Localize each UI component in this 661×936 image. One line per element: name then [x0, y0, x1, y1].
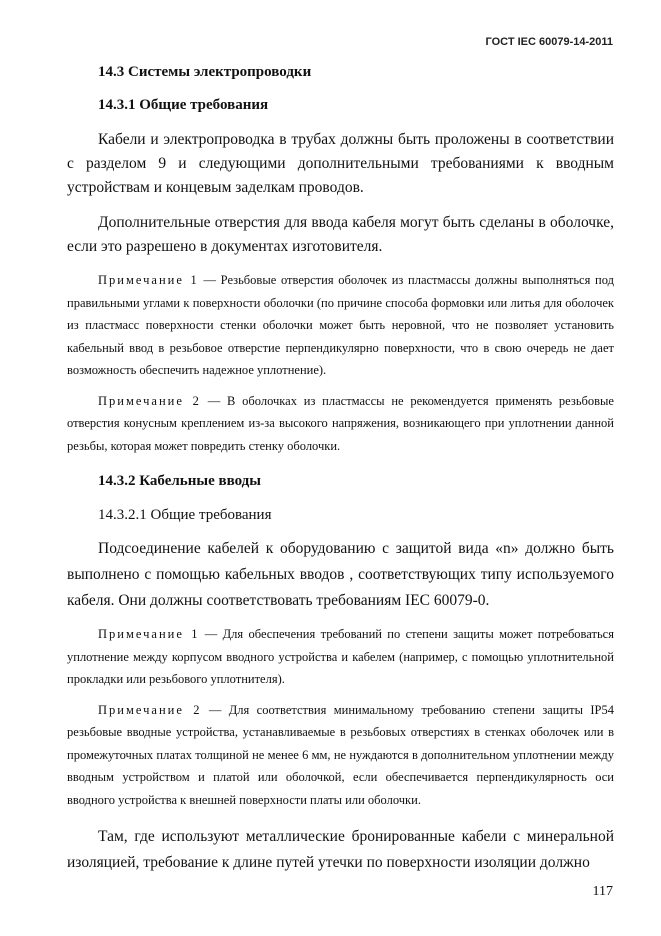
note-1-threaded-openings	[67, 269, 614, 382]
note-2-ip54	[67, 699, 614, 812]
note-1-sealing	[67, 623, 614, 691]
note-2-tapered-threads	[67, 390, 614, 458]
note-label: Примечание 2	[98, 702, 202, 717]
paragraph-cable-entries: Подсоединение кабелей к оборудованию с защитой вида «n» должно быть выполнено с помощью кабельных вводов , соответствующих типу используемого кабеля. Они должны соответствовать требованиям IEC 60079-0.	[67, 540, 614, 609]
note-label: Примечание 2	[98, 393, 201, 408]
section-heading-14-3-1: 14.3.1 Общие требования	[98, 97, 269, 113]
paragraph-cables: Кабели и электропроводка в трубах должны быть проложены в соответствии с разделом 9 и следующими дополнительными требованиями к вводным устройствам и концевым заделкам проводов.	[67, 131, 614, 196]
paragraph-extra-openings: Дополнительные отверстия для ввода кабеля могут быть сделаны в оболочке, если это разрешено в документах изготовителя.	[67, 214, 614, 255]
section-heading-14-3: 14.3 Системы электропроводки	[98, 64, 312, 80]
note-label: Примечание 1	[98, 273, 199, 287]
paragraph-mineral-insulated: Там, где используют металлические бронированные кабели с минеральной изоляцией, требование к длине путей утечки по поверхности изоляции должно	[67, 828, 614, 871]
section-heading-14-3-2: 14.3.2 Кабельные вводы	[98, 473, 261, 489]
page-body	[67, 60, 614, 876]
document-id-header: ГОСТ IEC 60079-14-2011	[485, 36, 613, 48]
note-text: — Резьбовые отверстия оболочек из пластмассы должны выполняться под правильными углами к поверхности оболочки (по причине способа формовки или литья для оболочек из пластмасс поверхности стенки оболочки может быть неровной, что не позволяет установить кабельный ввод в резьбовое отверстие перпендикулярно поверхности, что в свою очередь не дает возможность обеспечить надежное уплотнение).	[67, 273, 614, 377]
page-number: 117	[592, 884, 613, 899]
note-text: — В оболочках из пластмассы не рекомендуется применять резьбовые отверстия конусным креплением из-за высокого напряжения, возникающего при уплотнении данной резьбы, которая может повредить стенку оболочки.	[67, 393, 614, 453]
note-text: — Для соответствия минимальному требованию степени защиты IP54 резьбовые вводные устройства, устанавливаемые в резьбовых отверстиях в стенках оболочек или в промежуточных платах толщиной не менее 6 мм, не нуждаются в дополнительном уплотнении между вводным устройством и платой или оболочкой, если обеспечивается перпендикулярность оси вводного устройства к внешней поверхности платы или оболочки.	[67, 702, 614, 807]
note-label: Примечание 1	[98, 627, 200, 641]
section-heading-14-3-2-1: 14.3.2.1 Общие требования	[98, 507, 272, 523]
note-text: — Для обеспечения требований по степени защиты может потребоваться уплотнение между корпусом вводного устройства и кабелем (например, с помощью уплотнительной прокладки или резьбового уплотнителя).	[67, 627, 614, 686]
